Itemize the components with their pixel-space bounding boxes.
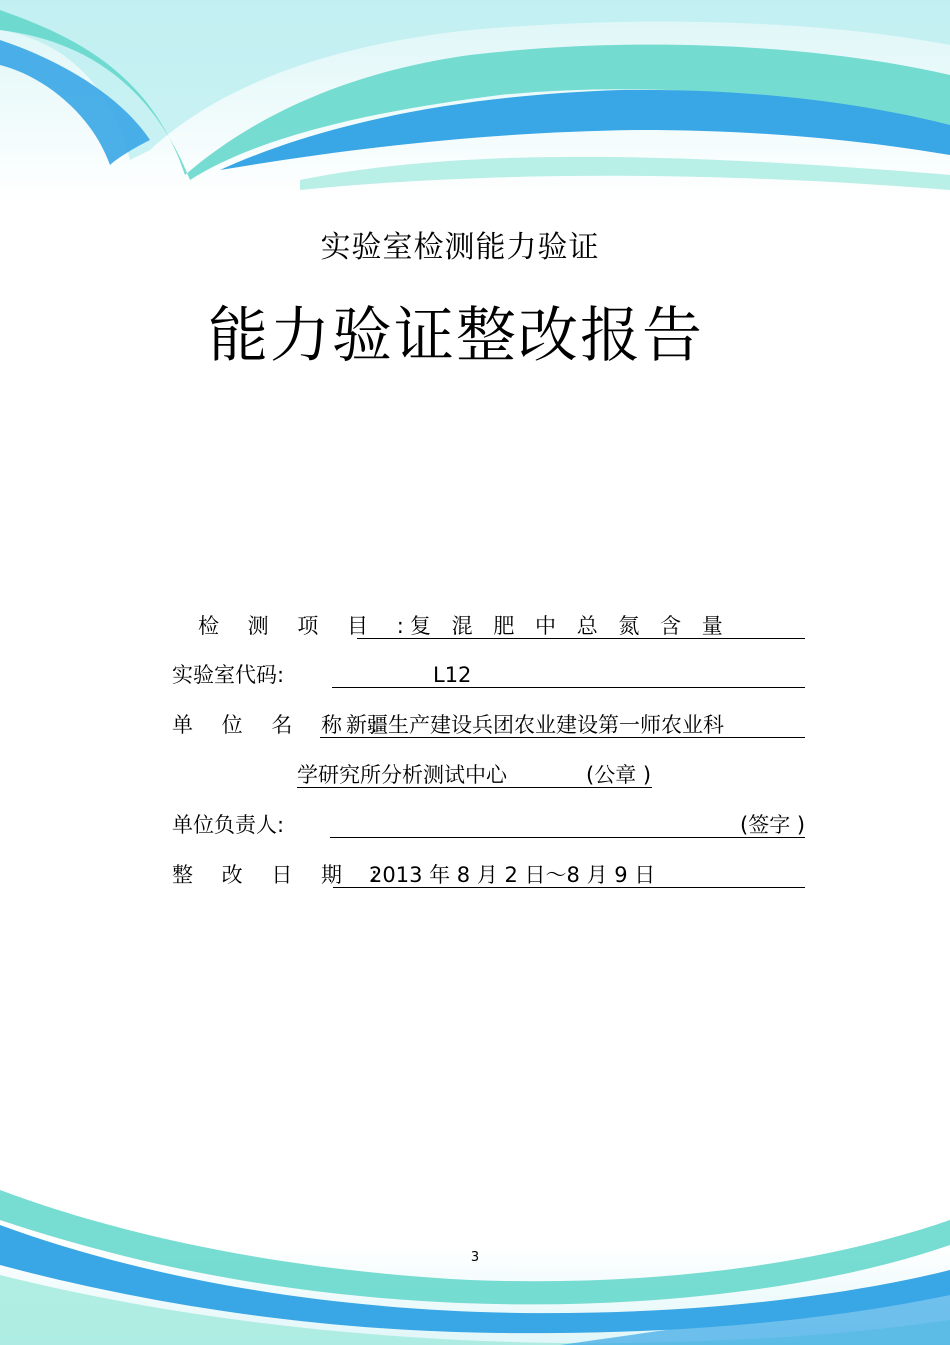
- field-row-rectify-date: [0, 858, 950, 892]
- seal-note: (公章 ): [586, 763, 652, 787]
- field-row-item: [0, 609, 950, 643]
- field-label-lab-code: 实验室代码:: [172, 663, 285, 687]
- field-label-unit-name: 单 位 名 称 :: [172, 713, 389, 737]
- field-row-lab-code: [0, 658, 950, 692]
- field-row-responsible: [0, 808, 950, 842]
- field-label-rectify-date: 整 改 日 期 :: [172, 863, 389, 887]
- field-value-unit-name-line2: 学研究所分析测试中心: [297, 763, 507, 787]
- field-label-responsible: 单位负责人:: [172, 813, 285, 837]
- field-value-lab-code: L12: [433, 663, 472, 687]
- document-title: 能力验证整改报告: [208, 301, 704, 371]
- underline-responsible: [330, 837, 805, 838]
- field-label-item: 检 测 项 目 :: [198, 614, 415, 638]
- field-row-unit-name-cont: [0, 758, 950, 792]
- field-row-unit-name: [0, 708, 950, 742]
- header-wave-decoration: [0, 0, 950, 200]
- field-value-unit-name-line1: 新疆生产建设兵团农业建设第一师农业科: [346, 713, 724, 737]
- underline-lab-code: [332, 687, 805, 688]
- field-value-rectify-date: 2013 年 8 月 2 日～8 月 9 日: [369, 863, 656, 887]
- page-number: 3: [470, 1250, 480, 1265]
- document-subtitle: 实验室检测能力验证: [320, 230, 600, 265]
- footer-wave-decoration: [0, 1185, 950, 1345]
- field-value-item: 复 混 肥 中 总 氮 含 量: [410, 614, 730, 638]
- sign-note: (签字 ): [740, 813, 806, 837]
